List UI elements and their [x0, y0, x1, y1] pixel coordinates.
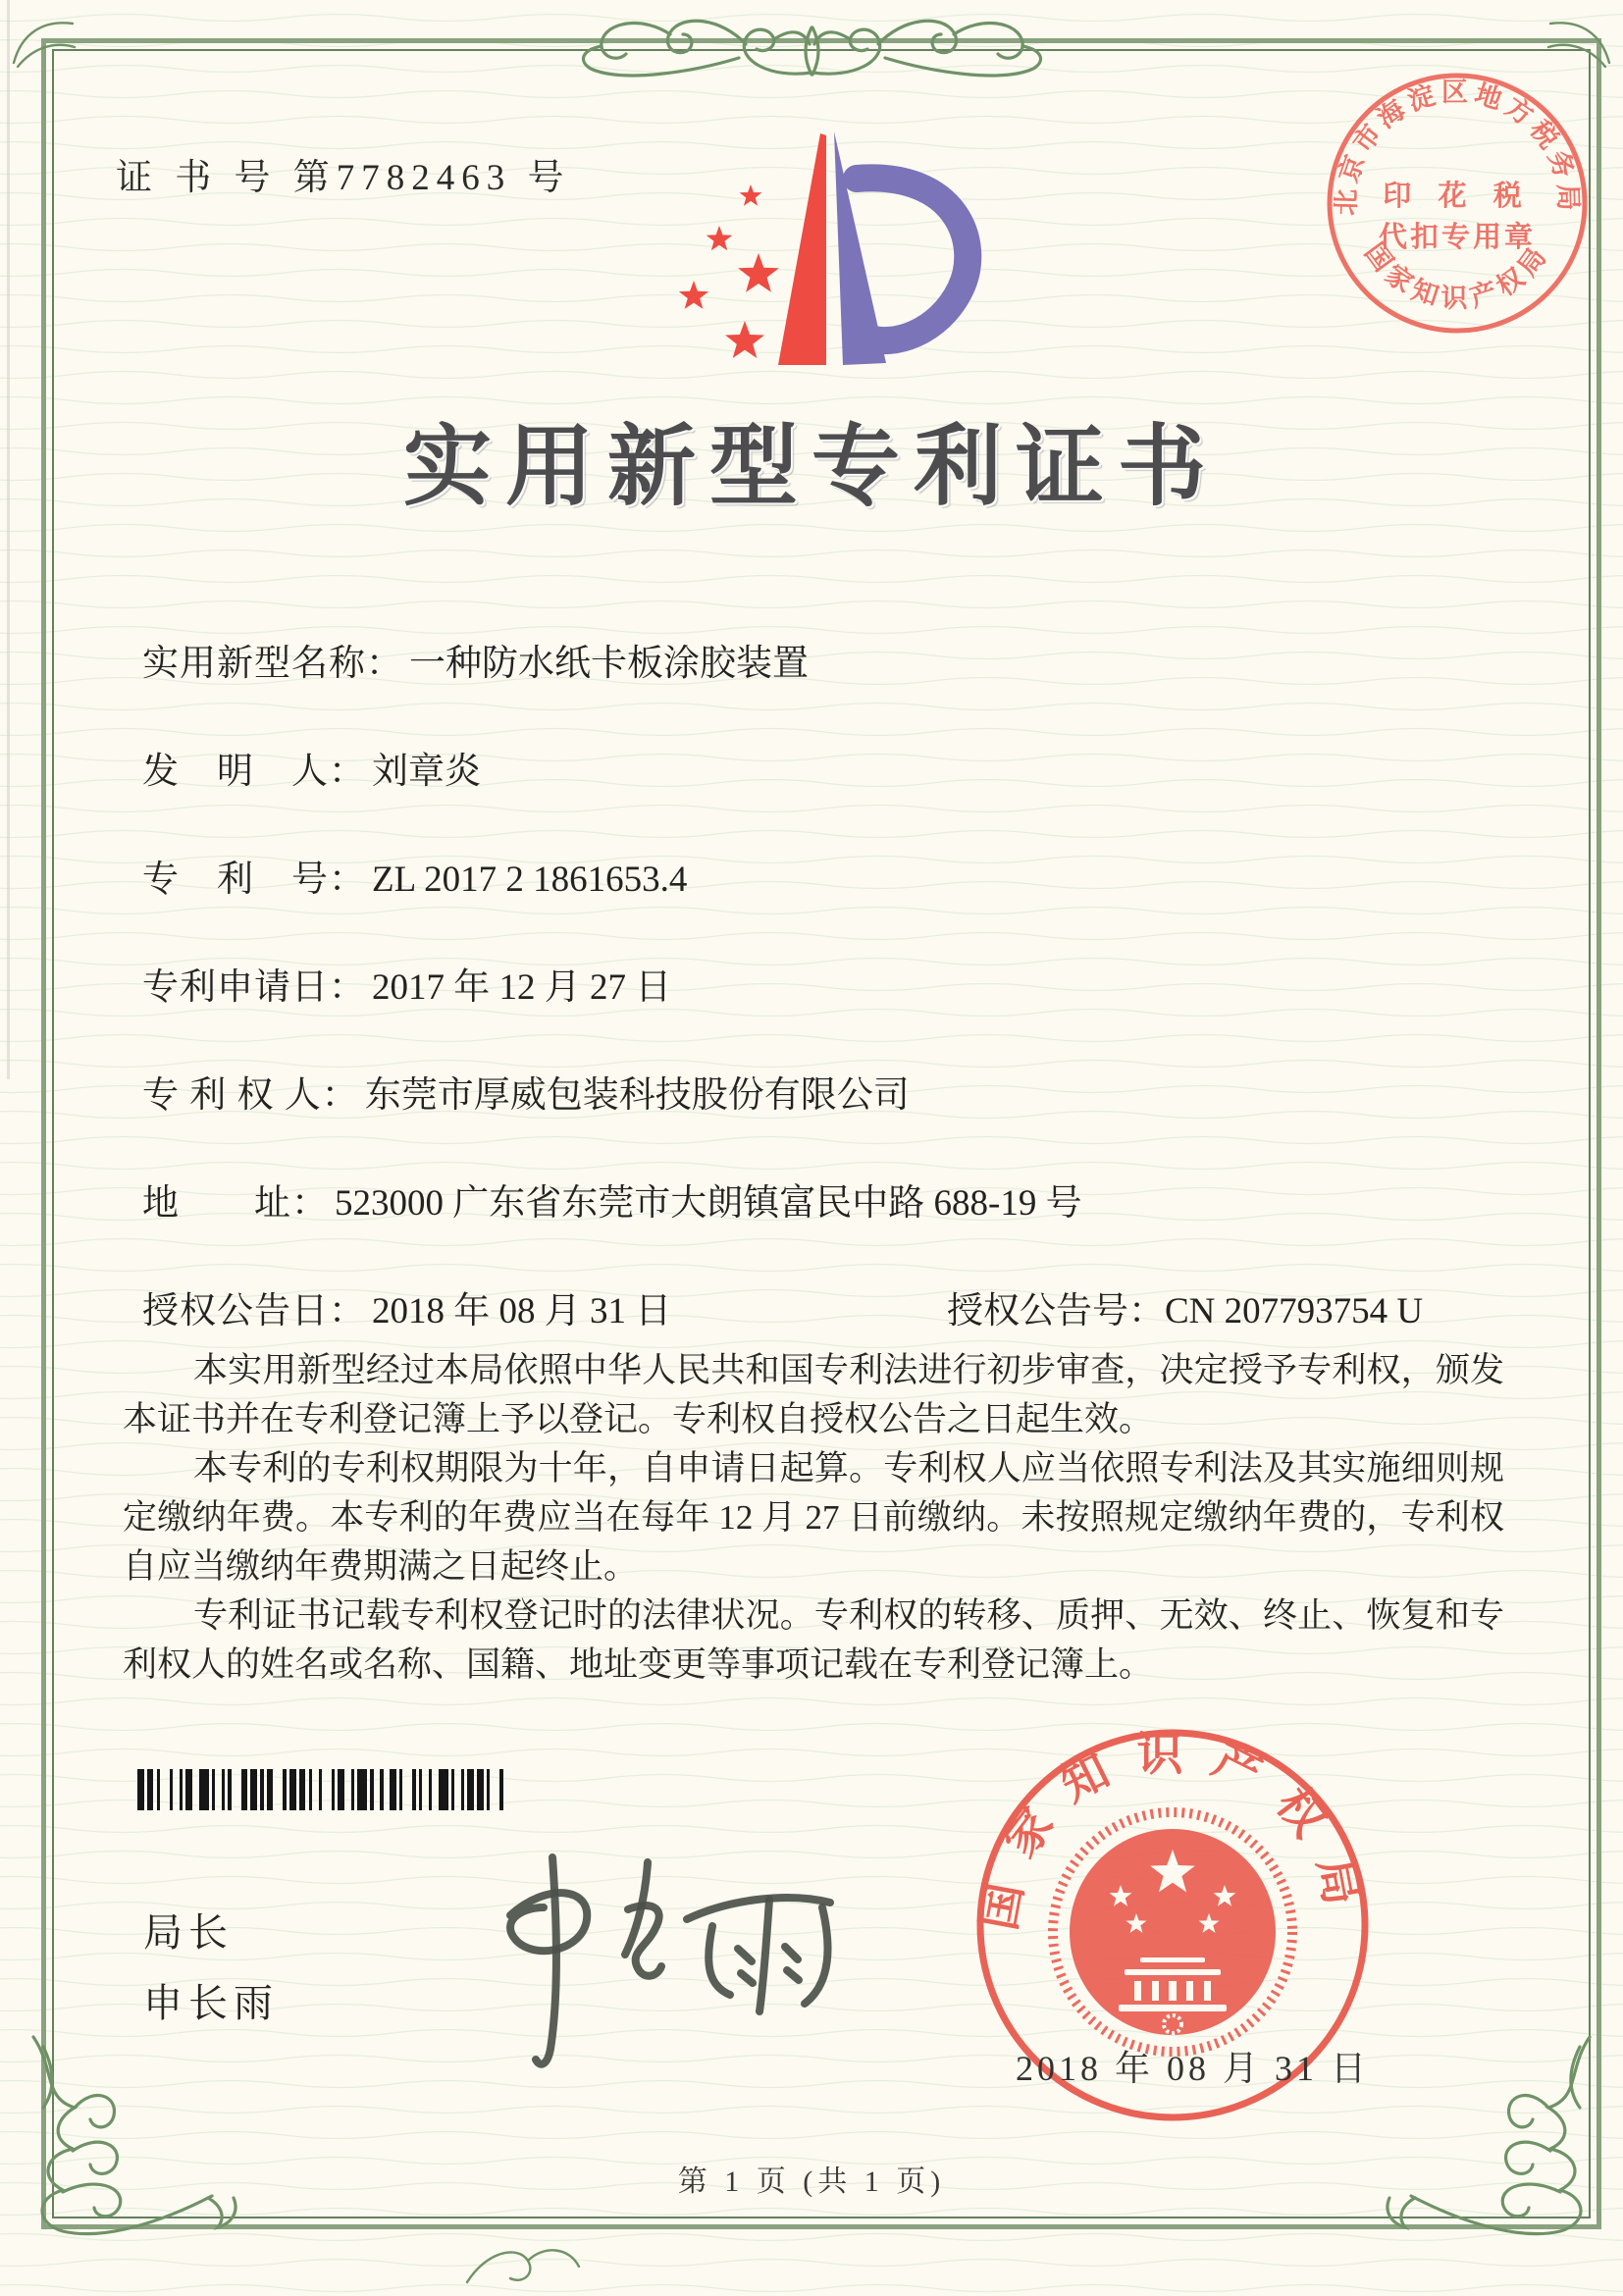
cnipa-logo: [633, 120, 986, 385]
field-address: [142, 1173, 1082, 1226]
field-utility-model-name: [142, 633, 809, 686]
legal-paragraph-2: 本专利的专利权期限为十年，自申请日起算。专利权人应当依照专利法及其实施细则规定缴纳年费。本专利的年费应当在每年 12 月 27 日前缴纳。未按照规定缴纳年费的，专利权自应当缴纳年费期满之日起终止。: [123, 1449, 1504, 1586]
field-value: CN 207793754 U: [1165, 1291, 1424, 1331]
field-label: 专利申请日：: [142, 967, 366, 1008]
legal-paragraph-3: 专利证书记载专利权登记时的法律状况。专利权的转移、质押、无效、终止、恢复和专利权人的姓名或名称、国籍、地址变更等事项记载在专利登记簿上。: [123, 1596, 1504, 1684]
field-filing-date: [142, 957, 671, 1010]
field-value: 一种防水纸卡板涂胶装置: [409, 644, 809, 684]
field-label: 地 址：: [142, 1183, 329, 1224]
field-label: 专 利 权 人：: [142, 1075, 359, 1116]
signature-autograph: [373, 1825, 864, 2080]
field-value: 523000 广东省东莞市大朗镇富民中路 688-19 号: [335, 1183, 1082, 1224]
tax-stamp-arc-bottom-text: 国家知识产权局: [1359, 237, 1555, 314]
seal-date: 2018 年 08 月 31 日: [1016, 2049, 1371, 2088]
field-grant-number: [947, 1280, 1423, 1333]
field-label: 授权公告号：: [947, 1291, 1165, 1331]
field-value: 2018 年 08 月 31 日: [372, 1291, 672, 1331]
field-patentee: [142, 1065, 910, 1118]
certificate-title: 实用新型专利证书: [403, 419, 1220, 516]
gov-seal-arc-text: 国家知识产权局: [973, 1730, 1372, 1935]
legal-text-block: [123, 1346, 1504, 1690]
field-value: ZL 2017 2 1861653.4: [372, 860, 688, 900]
field-value: 2017 年 12 月 27 日: [372, 967, 672, 1008]
national-emblem: [1053, 1812, 1292, 2052]
field-patent-number: [142, 849, 687, 902]
field-label: 授权公告日：: [142, 1291, 366, 1331]
field-value: 刘章炎: [372, 752, 481, 792]
barcode: [137, 1769, 509, 1810]
bottom-center-flourish: [459, 2233, 587, 2292]
field-label: 专 利 号：: [142, 860, 366, 900]
page-footer: 第 1 页 (共 1 页): [677, 2166, 946, 2198]
tax-stamp-arc-top-text: 北京市海淀区地方税务局: [1331, 78, 1584, 217]
certificate-number: 证 书 号 第7782463 号: [116, 158, 571, 198]
field-grant-date: [142, 1280, 671, 1333]
tax-stamp-center-line1: 印 花 税: [1383, 181, 1532, 212]
logo-red-wedge: [778, 133, 826, 365]
tax-stamp-center-line2: 代扣专用章: [1378, 222, 1537, 253]
logo-stars: [679, 184, 779, 358]
tax-stamp-seal: [1322, 68, 1593, 339]
field-value: 东莞市厚威包装科技股份有限公司: [364, 1075, 910, 1116]
field-label: 实用新型名称：: [142, 644, 403, 684]
signer-name: 申长雨: [143, 1981, 279, 2025]
signer-title: 局长: [143, 1910, 234, 1955]
legal-paragraph-1: 本实用新型经过本局依照中华人民共和国专利法进行初步审查，决定授予专利权，颁发本证书并在专利登记簿上予以登记。专利权自授权公告之日起生效。: [123, 1351, 1504, 1438]
field-inventor: [142, 741, 481, 794]
scan-artifact-line: [7, 0, 10, 1079]
field-label: 发 明 人：: [142, 752, 366, 792]
